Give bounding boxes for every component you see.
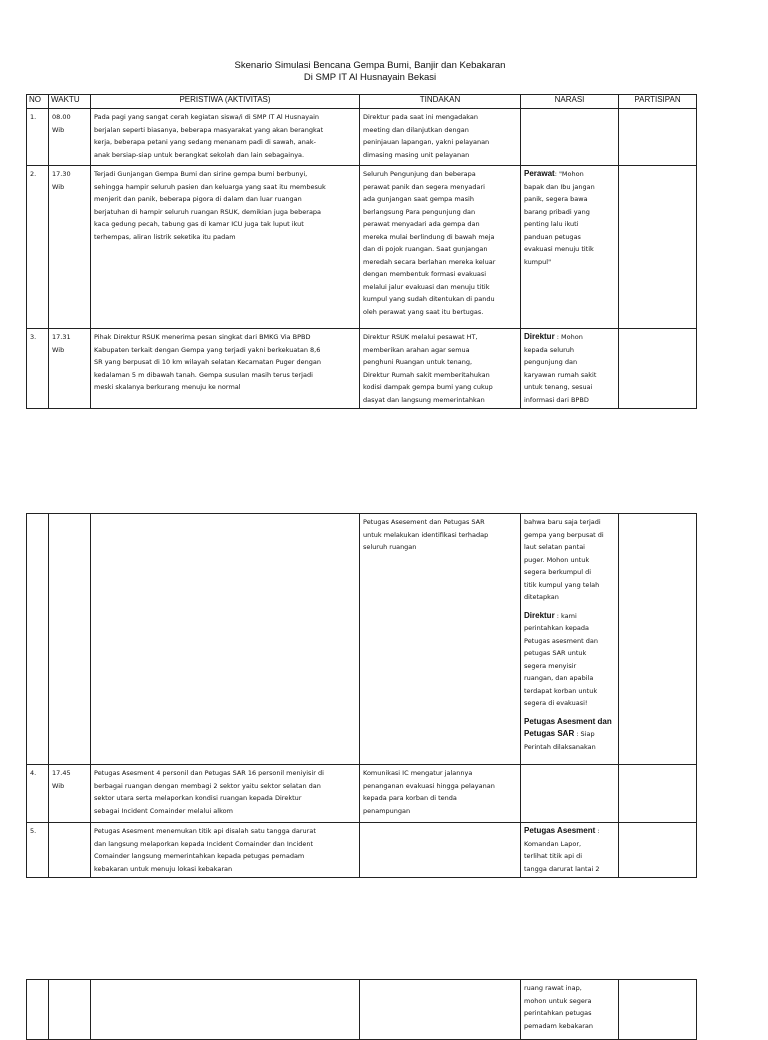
row-tindakan: Komunikasi IC mengatur jalannya penanganan evakuasi hingga pelayanan kepada para korban di tenda penampungan [360, 765, 521, 823]
table-row [27, 823, 697, 878]
row-no [27, 514, 49, 765]
table-row-continued [27, 980, 697, 1040]
row-narasi: ruang rawat inap, mohon untuk segera perintahkan petugas pemadam kebakaran [521, 980, 619, 1040]
row-no: 2. [27, 166, 49, 329]
row-no: 1. [27, 109, 49, 166]
row-no: 3. [27, 329, 49, 409]
table-row-continued [27, 514, 697, 765]
header-no: NO [27, 95, 49, 109]
narasi-text: : kami perintahkan kepada Petugas asesment dan petugas SAR untuk segera menyisir ruangan, dan apabila terdapat korban untuk segera di evakuasi! [524, 611, 598, 707]
row-waktu: 08.00 Wib [49, 109, 91, 166]
row-waktu: 17.31 Wib [49, 329, 91, 409]
narasi-speaker-label: Direktur [524, 610, 555, 620]
row-waktu [49, 980, 91, 1040]
narasi-block-direktur [524, 610, 615, 710]
row-narasi [521, 109, 619, 166]
row-partisipan [619, 514, 697, 765]
row-tindakan: Direktur pada saat ini mengadakan meeting dan dilanjutkan dengan peninjauan lapangan, yakni pelayanan dimasing masing unit pelayanan [360, 109, 521, 166]
row-narasi [521, 765, 619, 823]
scenario-table-page2 [26, 513, 697, 878]
header-waktu: WAKTU [49, 95, 91, 109]
row-waktu [49, 514, 91, 765]
narasi-text: : Mohon kepada seluruh pengunjung dan karyawan rumah sakit untuk tenang, sesuai informasi dari BPBD [524, 333, 597, 404]
table-header-row [27, 95, 697, 109]
narasi-speaker-label: Perawat [524, 169, 555, 178]
row-waktu: 17.30 Wib [49, 166, 91, 329]
row-tindakan [360, 823, 521, 878]
narasi-text: bahwa baru saja terjadi gempa yang berpusat di laut selatan pantai puger. Mohon untuk segera berkumpul di titik kumpul yang telah ditetapkan [524, 518, 604, 601]
row-peristiwa: Petugas Asesment menemukan titik api disalah satu tangga darurat dan langsung melaporkan kepada Incident Comainder dan Incident Comainder langsung memerintahkan kepada petugas pemadam kebakaran untuk menuju lokasi kebakaran [91, 823, 360, 878]
row-peristiwa: Petugas Asesment 4 personil dan Petugas SAR 16 personil meniyisir di berbagai ruangan dengan membagi 2 sektor yaitu sektor selatan dan sektor utara serta melaporkan kondisi ruangan kepada Direktur sebagai Incident Comainder melalui alkom [91, 765, 360, 823]
header-partisipan: PARTISIPAN [619, 95, 697, 109]
scenario-table-page1 [26, 94, 697, 409]
row-partisipan [619, 980, 697, 1040]
scenario-table-page3 [26, 979, 697, 1040]
row-peristiwa: Pada pagi yang sangat cerah kegiatan siswa/i di SMP IT Al Husnayain berjalan seperti biasanya, beberapa masyarakat yang akan berangkat kerja, beberapa petani yang sedang menanam padi di sawah, anak- anak bersiap-siap untuk berangkat sekolah dan lain sebagainya. [91, 109, 360, 166]
header-tindakan: TINDAKAN [360, 95, 521, 109]
narasi-block-petugas [524, 716, 615, 754]
row-waktu: 17.45 Wib [49, 765, 91, 823]
row-no: 5. [27, 823, 49, 878]
row-partisipan [619, 765, 697, 823]
row-peristiwa [91, 514, 360, 765]
row-tindakan: Seluruh Pengunjung dan beberapa perawat panik dan segera menyadari ada gunjangan saat gempa masih berlangsung Para pengunjung dan perawat menyadari ada gempa dan mereka mulai berlindung di bawah meja dan di pojok ruangan. Saat gunjangan meredah secara berlahan mereka keluar dengan membentuk formasi evakuasi melalui jalur evakuasi dan menuju titik kumpul yang sudah ditentukan di pandu oleh perawat yang saat itu bertugas. [360, 166, 521, 329]
row-narasi [521, 166, 619, 329]
narasi-speaker-label: Petugas Asesment dan Petugas SAR [524, 716, 612, 738]
header-narasi: NARASI [521, 95, 619, 109]
row-narasi [521, 823, 619, 878]
row-narasi [521, 329, 619, 409]
narasi-text: : Komandan Lapor, terlihat titik api di tangga darurat lantai 2 [524, 827, 600, 873]
narasi-text: : "Mohon bapak dan Ibu jangan panik, segera bawa barang pribadi yang penting lalu ikuti panduan petugas evakuasi menuju titik kumpul" [524, 170, 595, 266]
row-tindakan: Petugas Asesement dan Petugas SAR untuk melakukan identifikasi terhadap seluruh ruangan [360, 514, 521, 765]
row-peristiwa: Terjadi Gunjangan Gempa Bumi dan sirine gempa bumi berbunyi, sehingga hampir seluruh pasien dan keluarga yang saat itu membesuk menjerit dan panik, beberapa pigora di dalam dan luar ruangan berjatuhan di hampir seluruh ruangan RSUK, demikian juga beberapa kaca gedung pecah, tabung gas di kamar ICU juga tak luput ikut terhempas, aliran listrik seketika itu padam [91, 166, 360, 329]
row-peristiwa: Pihak Direktur RSUK menerima pesan singkat dari BMKG Via BPBD Kabupaten terkait dengan Gempa yang terjadi yakni berkekuatan 8,6 SR yang berpusat di 10 km wilayah selatan Kecamatan Puger dengan kedalaman 5 m dibawah tanah. Gempa susulan masih terus terjadi meski skalanya berkurang menuju ke normal [91, 329, 360, 409]
table-row [27, 166, 697, 329]
document-title-line2: Di SMP IT Al Husnayain Bekasi [303, 72, 437, 83]
row-peristiwa [91, 980, 360, 1040]
table-row [27, 765, 697, 823]
header-peristiwa: PERISTIWA (AKTIVITAS) [91, 95, 360, 109]
row-tindakan: Direktur RSUK melalui pesawat HT, memberikan arahan agar semua penghuni Ruangan untuk tenang, Direktur Rumah sakit memberitahukan kodisi dampak gempa bumi yang cukup dasyat dan langsung memerintahkan [360, 329, 521, 409]
table-row [27, 109, 697, 166]
table-row [27, 329, 697, 409]
document-title-line1: Skenario Simulasi Bencana Gempa Bumi, Banjir dan Kebakaran [234, 60, 506, 71]
row-waktu [49, 823, 91, 878]
row-partisipan [619, 823, 697, 878]
row-partisipan [619, 166, 697, 329]
narasi-text: : Siap Perintah dilaksanakan [524, 730, 596, 751]
row-narasi [521, 514, 619, 765]
narasi-speaker-label: Direktur [524, 332, 555, 341]
row-tindakan [360, 980, 521, 1040]
row-partisipan [619, 109, 697, 166]
row-no [27, 980, 49, 1040]
row-partisipan [619, 329, 697, 409]
row-no: 4. [27, 765, 49, 823]
narasi-speaker-label: Petugas Asesment [524, 826, 596, 835]
